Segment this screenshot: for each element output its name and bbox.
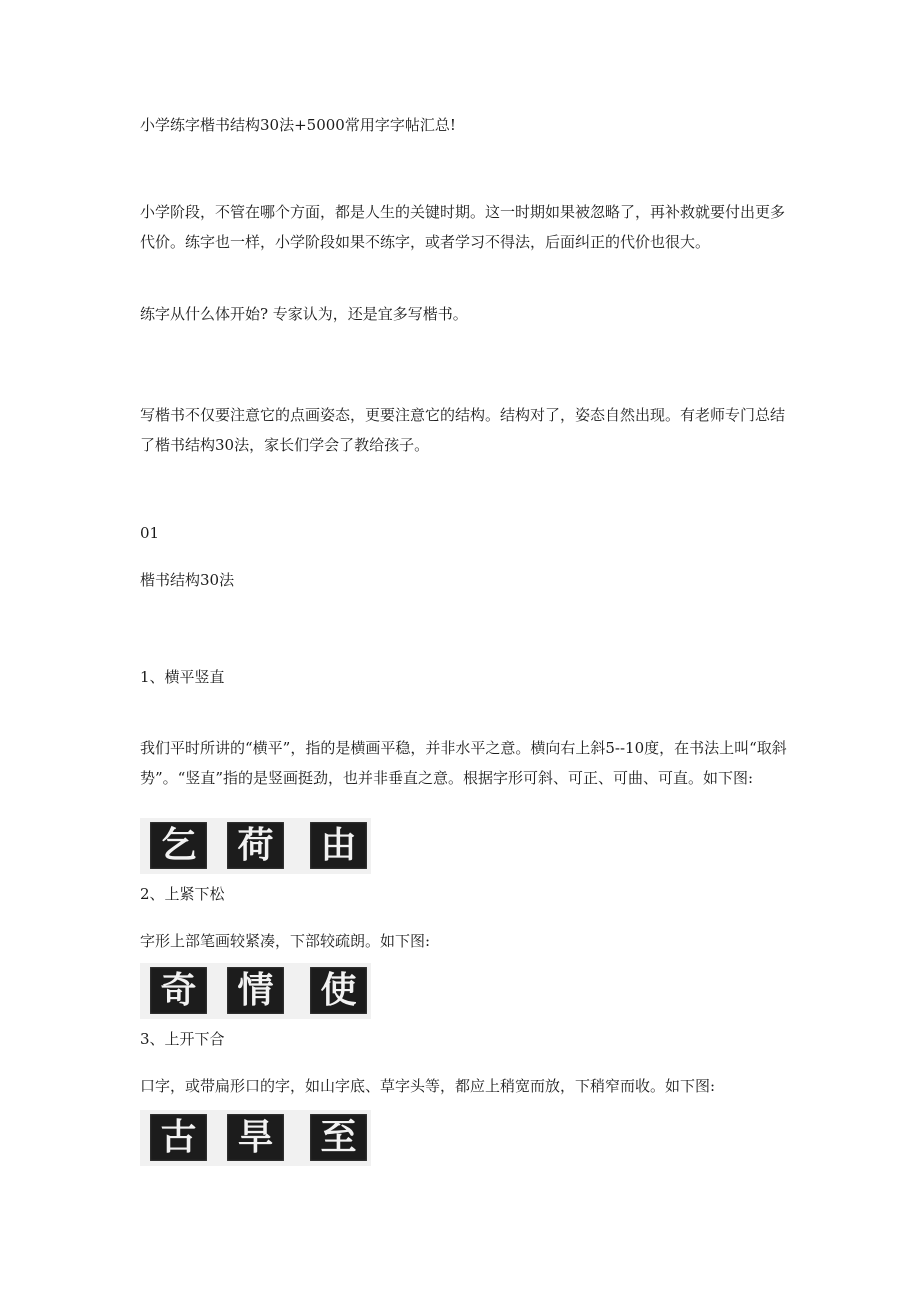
intro-paragraph-3: 写楷书不仅要注意它的点画姿态，更要注意它的结构。结构对了，姿态自然出现。有老师专门总结了楷书结构30法，家长们学会了教给孩子。: [140, 406, 786, 454]
rule-text-1: 我们平时所讲的“横平”，指的是横画平稳，并非水平之意。横向右上斜5--10度，在书法上叫“取斜势”。“竖直”指的是竖画挺劲，也并非垂直之意。根据字形可斜、可正、可曲、可直。如下图:: [140, 739, 787, 787]
rule-title-1: 1、横平竖直: [140, 668, 225, 686]
calligraphy-char: 旱: [227, 1114, 284, 1161]
section-heading: 楷书结构30法: [140, 571, 235, 589]
calligraphy-char: 荷: [227, 822, 284, 869]
calligraphy-example-1: [140, 818, 371, 874]
calligraphy-char: 古: [150, 1114, 207, 1161]
section-number: 01: [140, 524, 160, 542]
calligraphy-char: 由: [310, 822, 367, 869]
calligraphy-char: 乞: [150, 822, 207, 869]
intro-paragraph-1: 小学阶段，不管在哪个方面，都是人生的关键时期。这一时期如果被忽略了，再补救就要付出更多代价。练字也一样，小学阶段如果不练字，或者学习不得法，后面纠正的代价也很大。: [140, 203, 786, 251]
calligraphy-example-3: [140, 1110, 371, 1166]
calligraphy-char: 奇: [150, 967, 207, 1014]
calligraphy-char: 至: [310, 1114, 367, 1161]
document-title: 小学练字楷书结构30法+5000常用字字帖汇总!: [140, 116, 456, 134]
rule-text-2: 字形上部笔画较紧凑，下部较疏朗。如下图:: [140, 932, 431, 950]
calligraphy-example-2: [140, 963, 371, 1019]
calligraphy-char: 使: [310, 967, 367, 1014]
rule-text-3: 口字，或带扁形口的字，如山字底、草字头等，都应上稍宽而放，下稍窄而收。如下图:: [140, 1077, 716, 1095]
calligraphy-char: 情: [227, 967, 284, 1014]
rule-title-3: 3、上开下合: [140, 1030, 225, 1048]
rule-title-2: 2、上紧下松: [140, 885, 225, 903]
intro-paragraph-2: 练字从什么体开始? 专家认为，还是宜多写楷书。: [140, 305, 468, 323]
